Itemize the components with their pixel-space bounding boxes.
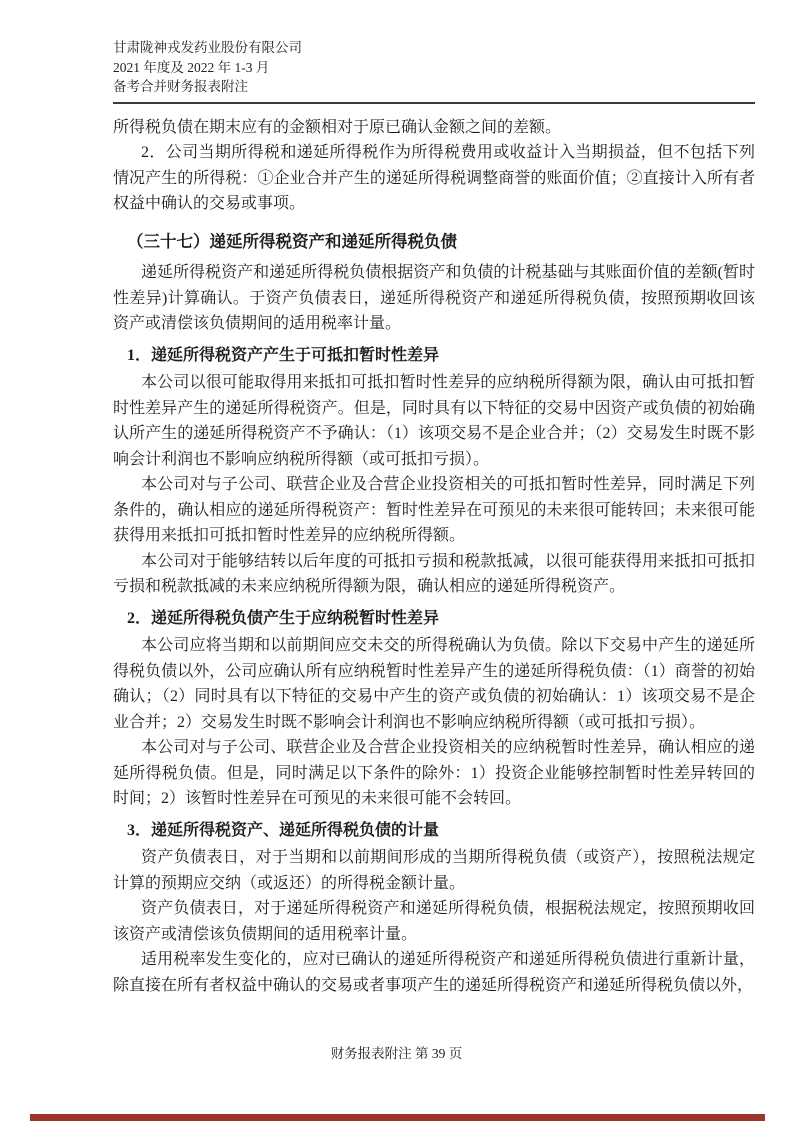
paragraph: 适用税率发生变化的，应对已确认的递延所得税资产和递延所得税负债进行重新计量，除直接在所有者权益中确认的交易或者事项产生的递延所得税资产和递延所得税负债以外，	[113, 951, 755, 994]
sub-heading: 2．递延所得税负债产生于应纳税暂时性差异	[127, 609, 440, 627]
paragraph: 递延所得税资产和递延所得税负债根据资产和负债的计税基础与其账面价值的差额(暂时性差异)计算确认。于资产负债表日，递延所得税资产和递延所得税负债，按照预期收回该资产或清偿该负债期间的适用税率计量。	[113, 264, 755, 332]
paragraph: 本公司以很可能取得用来抵扣可抵扣暂时性差异的应纳税所得额为限，确认由可抵扣暂时性差异产生的递延所得税资产。但是，同时具有以下特征的交易中因资产或负债的初始确认所产生的递延所得税资产不予确认：（1）该项交易不是企业合并；（2）交易发生时既不影响会计利润也不影响应纳税所得额（或可抵扣亏损）。	[113, 374, 755, 468]
paragraph: 所得税负债在期末应有的金额相对于原已确认金额之间的差额。	[113, 118, 562, 136]
paragraph: 资产负债表日，对于当期和以前期间形成的当期所得税负债（或资产），按照税法规定计算的预期应交纳（或返还）的所得税金额计量。	[113, 849, 755, 892]
header-divider	[113, 102, 755, 104]
page-header	[113, 38, 755, 97]
section-heading: （三十七）递延所得税资产和递延所得税负债	[127, 231, 457, 251]
document-body	[113, 115, 755, 999]
bottom-accent-bar	[30, 1114, 765, 1121]
sub-heading: 1．递延所得税资产产生于可抵扣暂时性差异	[127, 346, 440, 364]
paragraph: 本公司对于能够结转以后年度的可抵扣亏损和税款抵减，以很可能获得用来抵扣可抵扣亏损和税款抵减的未来应纳税所得额为限，确认相应的递延所得税资产。	[113, 552, 755, 595]
sub-heading: 3．递延所得税资产、递延所得税负债的计量	[127, 821, 440, 839]
paragraph: 资产负债表日，对于递延所得税资产和递延所得税负债，根据税法规定，按照预期收回该资产或清偿该负债期间的适用税率计量。	[113, 900, 755, 943]
paragraph: 本公司对与子公司、联营企业及合营企业投资相关的应纳税暂时性差异，确认相应的递延所得税负债。但是，同时满足以下条件的除外：1）投资企业能够控制暂时性差异转回的时间；2）该暂时性差异在可预见的未来很可能不会转回。	[113, 739, 755, 807]
paragraph: 本公司应将当期和以前期间应交未交的所得税确认为负债。除以下交易中产生的递延所得税负债以外，公司应确认所有应纳税暂时性差异产生的递延所得税负债：（1）商誉的初始确认；（2）同时具有以下特征的交易中产生的资产或负债的初始确认：1）该项交易不是企业合并；2）交易发生时既不影响会计利润也不影响应纳税所得额（或可抵扣亏损）。	[113, 637, 755, 731]
page-footer: 财务报表附注 第 39 页	[330, 1046, 463, 1061]
paragraph: 2．公司当期所得税和递延所得税作为所得税费用或收益计入当期损益，但不包括下列情况产生的所得税：①企业合并产生的递延所得税调整商誉的账面价值；②直接计入所有者权益中确认的交易或事项。	[113, 144, 755, 212]
header-report-period: 2021 年度及 2022 年 1-3 月	[113, 59, 270, 75]
header-report-title: 备考合并财务报表附注	[113, 79, 248, 94]
header-company-name: 甘肃陇神戎发药业股份有限公司	[113, 40, 302, 55]
paragraph: 本公司对与子公司、联营企业及合营企业投资相关的可抵扣暂时性差异，同时满足下列条件的，确认相应的递延所得税资产：暂时性差异在可预见的未来很可能转回；未来很可能获得用来抵扣可抵扣暂时性差异的应纳税所得额。	[113, 476, 755, 544]
